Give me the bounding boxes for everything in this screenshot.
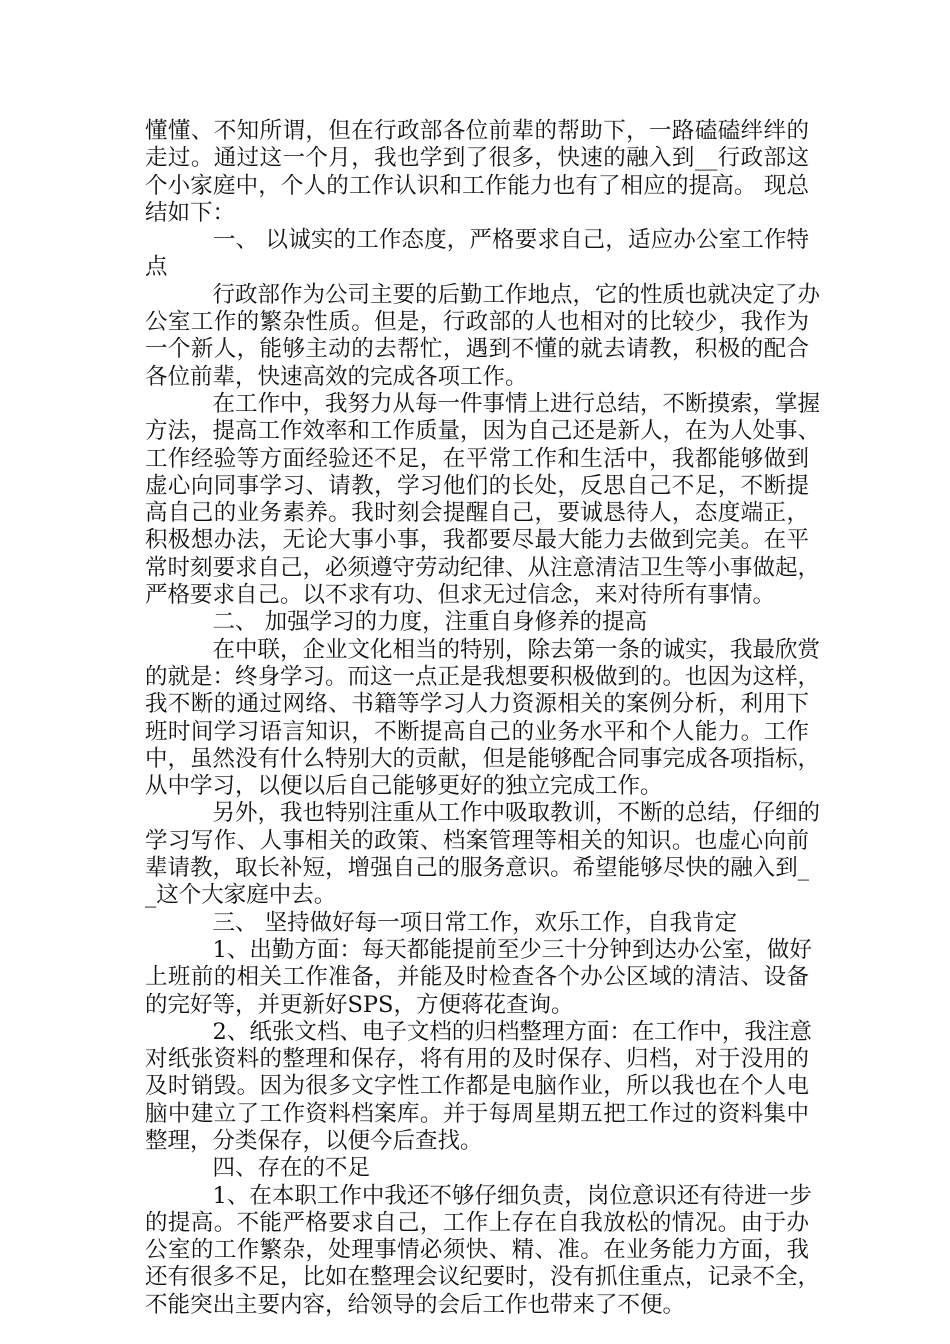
text-line: _这个大家庭中去。 xyxy=(145,882,337,909)
text-line: 严格要求自己。以不求有功、但求无过信念，来对待所有事情。 xyxy=(145,582,776,609)
text-line: 积极想办法，无论大事小事，我都要尽最大能力去做到完美。在平 xyxy=(145,527,809,554)
text-line: 虚心向同事学习、请教，学习他们的长处，反思自己不足，不断提 xyxy=(145,472,809,499)
text-line: 在工作中，我努力从每一件事情上进行总结，不断摸索，掌握 xyxy=(145,390,821,417)
text-line: 常时刻要求自己，必须遵守劳动纪律、从注意清洁卫生等小事做起， xyxy=(145,554,821,581)
text-line: 公室的工作繁杂，处理事情必须快、精、准。在业务能力方面，我 xyxy=(145,1237,809,1264)
text-line: 1、在本职工作中我还不够仔细负责，岗位意识还有待进一步 xyxy=(145,1182,812,1209)
text-line: 2、纸张文档、电子文档的归档整理方面：在工作中，我注意 xyxy=(145,1018,812,1045)
text-line: 我不断的通过网络、书籍等学习人力资源相关的案例分析，利用下 xyxy=(145,691,809,718)
text-line: 高自己的业务素养。我时刻会提醒自己，要诚恳待人，态度端正， xyxy=(145,500,809,527)
text-line: 工作经验等方面经验还不足，在平常工作和生活中，我都能够做到 xyxy=(145,445,809,472)
text-line: 不能突出主要内容，给领导的会后工作也带来了不便。 xyxy=(145,1291,686,1318)
text-line: 对纸张资料的整理和保存，将有用的及时保存、归档，对于没用的 xyxy=(145,1046,809,1073)
text-line: 走过。通过这一个月，我也学到了很多，快速的融入到__行政部这 xyxy=(145,145,809,172)
text-line: 一、 以诚实的工作态度，严格要求自己，适应办公室工作特 xyxy=(145,227,809,254)
text-line: 脑中建立了工作资料档案库。并于每周星期五把工作过的资料集中 xyxy=(145,1100,809,1127)
text-line: 另外，我也特别注重从工作中吸取教训，不断的总结，仔细的 xyxy=(145,800,821,827)
text-line: 的完好等，并更新好SPS，方便蒋花查询。 xyxy=(145,991,574,1018)
document-body xyxy=(145,118,821,1319)
text-line: 及时销毁。因为很多文字性工作都是电脑作业，所以我也在个人电 xyxy=(145,1073,809,1100)
text-line: 点 xyxy=(145,254,168,281)
text-line: 还有很多不足，比如在整理会议纪要时，没有抓住重点，记录不全， xyxy=(145,1264,821,1291)
text-line: 在中联，企业文化相当的特别，除去第一条的诚实，我最欣赏 xyxy=(145,636,821,663)
text-line: 辈请教，取长补短，增强自己的服务意识。希望能够尽快的融入到_ xyxy=(145,855,809,882)
text-line: 公室工作的繁杂性质。但是，行政部的人也相对的比较少，我作为 xyxy=(145,309,809,336)
text-line: 行政部作为公司主要的后勤工作地点，它的性质也就决定了办 xyxy=(145,281,821,308)
text-line: 的就是：终身学习。而这一点正是我想要积极做到的。也因为这样， xyxy=(145,663,821,690)
text-line: 从中学习，以便以后自己能够更好的独立完成工作。 xyxy=(145,773,663,800)
text-line: 懂懂、不知所谓，但在行政部各位前辈的帮助下，一路磕磕绊绊的 xyxy=(145,118,809,144)
text-line: 方法，提高工作效率和工作质量，因为自己还是新人，在为人处事、 xyxy=(145,418,821,445)
text-line: 二、 加强学习的力度，注重自身修养的提高 xyxy=(145,609,648,636)
text-line: 整理，分类保存，以便今后查找。 xyxy=(145,1127,483,1154)
text-line: 上班前的相关工作准备，并能及时检查各个办公区域的清洁、设备 xyxy=(145,964,809,991)
text-line: 三、 坚持做好每一项日常工作，欢乐工作，自我肯定 xyxy=(145,909,738,936)
text-line: 班时间学习语言知识，不断提高自己的业务水平和个人能力。工作 xyxy=(145,718,809,745)
text-line: 结如下： xyxy=(145,199,236,226)
text-line: 四、存在的不足 xyxy=(145,1155,371,1182)
text-line: 中，虽然没有什么特别大的贡献，但是能够配合同事完成各项指标， xyxy=(145,745,821,772)
text-line: 一个新人，能够主动的去帮忙，遇到不懂的就去请教，积极的配合 xyxy=(145,336,809,363)
text-line: 学习写作、人事相关的政策、档案管理等相关的知识。也虚心向前 xyxy=(145,827,809,854)
text-line: 个小家庭中，个人的工作认识和工作能力也有了相应的提高。 现总 xyxy=(145,172,809,199)
text-line: 的提高。不能严格要求自己，工作上存在自我放松的情况。由于办 xyxy=(145,1209,809,1236)
text-line: 1、出勤方面：每天都能提前至少三十分钟到达办公室，做好 xyxy=(145,936,812,963)
text-line: 各位前辈，快速高效的完成各项工作。 xyxy=(145,363,528,390)
